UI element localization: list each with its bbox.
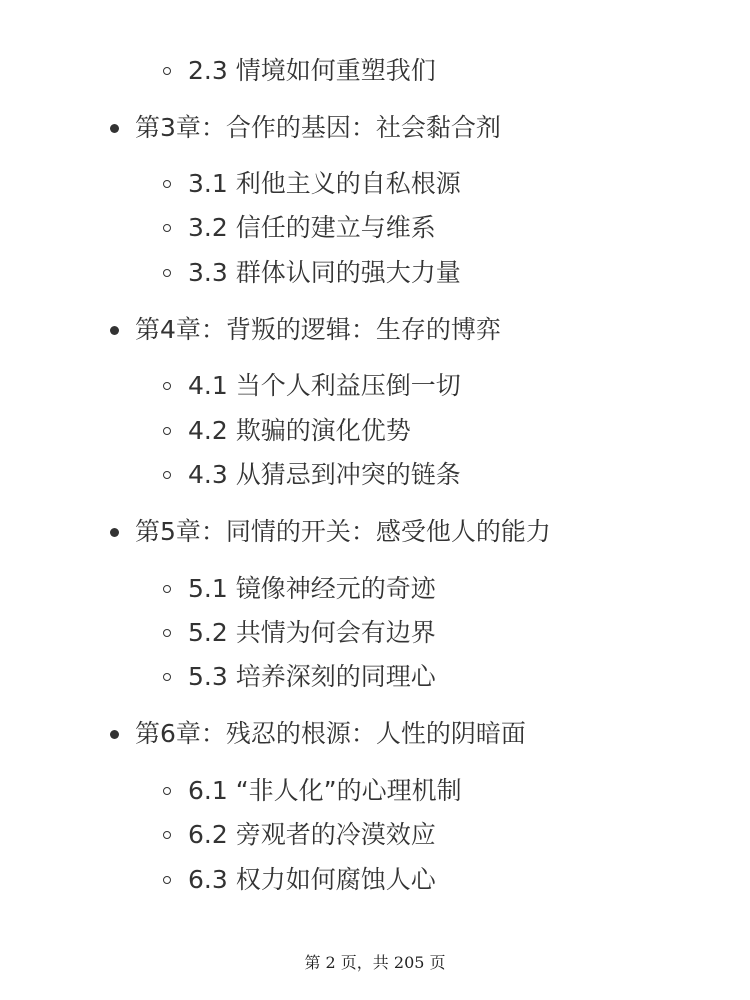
toc-section-item bbox=[163, 864, 436, 896]
toc-entry-text: 5.3 培养深刻的同理心 bbox=[188, 662, 436, 691]
toc-entry-text: 5.2 共情为何会有边界 bbox=[188, 618, 436, 647]
toc-section-item bbox=[163, 212, 436, 244]
circle-bullet-icon bbox=[163, 629, 171, 637]
toc-entry-text: 3.2 信任的建立与维系 bbox=[188, 213, 436, 242]
disc-bullet-icon bbox=[110, 124, 119, 133]
circle-bullet-icon bbox=[163, 876, 171, 884]
circle-bullet-icon bbox=[163, 673, 171, 681]
circle-bullet-icon bbox=[163, 831, 171, 839]
toc-entry-text: 第5章：同情的开关：感受他人的能力 bbox=[135, 517, 551, 546]
toc-section-item bbox=[163, 415, 411, 447]
circle-bullet-icon bbox=[163, 224, 171, 232]
toc-section-item bbox=[163, 55, 436, 87]
toc-section-item bbox=[163, 168, 461, 200]
toc-entry-text: 第6章：残忍的根源：人性的阴暗面 bbox=[135, 719, 526, 748]
toc-section-item bbox=[163, 819, 436, 851]
toc-chapter-item bbox=[110, 718, 526, 750]
toc-chapter-item bbox=[110, 516, 551, 548]
toc-section-item bbox=[163, 775, 462, 807]
disc-bullet-icon bbox=[110, 528, 119, 537]
toc-section-item bbox=[163, 661, 436, 693]
toc-chapter-item bbox=[110, 314, 501, 346]
toc-entry-text: 5.1 镜像神经元的奇迹 bbox=[188, 574, 436, 603]
circle-bullet-icon bbox=[163, 180, 171, 188]
toc-entry-text: 2.3 情境如何重塑我们 bbox=[188, 56, 436, 85]
toc-entry-text: 4.3 从猜忌到冲突的链条 bbox=[188, 460, 461, 489]
circle-bullet-icon bbox=[163, 787, 171, 795]
toc-section-item bbox=[163, 370, 461, 402]
toc-entry-text: 6.3 权力如何腐蚀人心 bbox=[188, 865, 436, 894]
toc-entry-text: 第4章：背叛的逻辑：生存的博弈 bbox=[135, 315, 501, 344]
toc-section-item bbox=[163, 617, 436, 649]
toc-section-item bbox=[163, 257, 461, 289]
toc-entry-text: 3.1 利他主义的自私根源 bbox=[188, 169, 461, 198]
circle-bullet-icon bbox=[163, 427, 171, 435]
toc-entry-text: 6.1 “非人化”的心理机制 bbox=[188, 776, 462, 805]
circle-bullet-icon bbox=[163, 269, 171, 277]
toc-section-item bbox=[163, 573, 436, 605]
disc-bullet-icon bbox=[110, 326, 119, 335]
toc-entry-text: 6.2 旁观者的冷漠效应 bbox=[188, 820, 436, 849]
circle-bullet-icon bbox=[163, 67, 171, 75]
toc-chapter-item bbox=[110, 112, 501, 144]
toc-section-item bbox=[163, 459, 461, 491]
toc-entry-text: 4.2 欺骗的演化优势 bbox=[188, 416, 411, 445]
circle-bullet-icon bbox=[163, 382, 171, 390]
circle-bullet-icon bbox=[163, 585, 171, 593]
disc-bullet-icon bbox=[110, 730, 119, 739]
toc-entry-text: 4.1 当个人利益压倒一切 bbox=[188, 371, 461, 400]
toc-entry-text: 第3章：合作的基因：社会黏合剂 bbox=[135, 113, 501, 142]
circle-bullet-icon bbox=[163, 471, 171, 479]
page-number-footer: 第 2 页，共 205 页 bbox=[304, 953, 446, 972]
toc-entry-text: 3.3 群体认同的强大力量 bbox=[188, 258, 461, 287]
